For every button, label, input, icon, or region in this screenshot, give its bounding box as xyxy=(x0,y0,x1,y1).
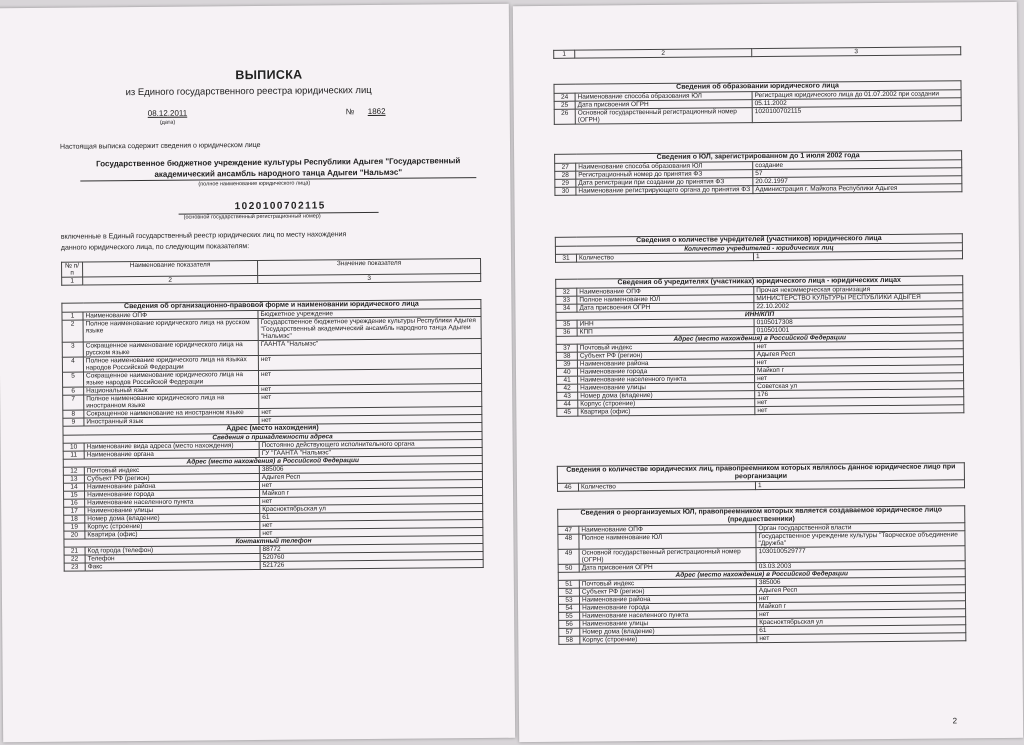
row-indicator-name: Национальный язык xyxy=(84,385,259,395)
row-indicator-name: Полное наименование юридического лица на языках народов Российской Федерации xyxy=(83,355,258,372)
row-indicator-name: Наименование района xyxy=(579,595,756,605)
section-group xyxy=(557,505,966,645)
row-indicator-name: Код города (телефон) xyxy=(85,545,260,555)
row-indicator-name: Наименование органа xyxy=(84,449,259,459)
row-value: ГУ "ГААНТА "Нальмэс" xyxy=(259,448,482,458)
row-value: нет xyxy=(260,528,483,538)
row-indicator-name: Сокращенное наименование на иностранном языке xyxy=(84,408,259,418)
row-value: Прочая некоммерческая организация xyxy=(754,285,963,295)
row-value: нет xyxy=(755,405,964,415)
page-number: 2 xyxy=(952,716,958,726)
row-number: 58 xyxy=(559,636,580,644)
row-value: МИНИСТЕРСТВО КУЛЬТУРЫ РЕСПУБЛИКИ АДЫГЕЯ xyxy=(754,293,963,303)
row-number: 29 xyxy=(555,179,576,187)
row-number: 40 xyxy=(556,368,577,376)
row-value: ГААНТА "Нальмэс" xyxy=(258,339,481,356)
row-value: Адыгея Респ xyxy=(756,585,965,595)
row-value: 010501001 xyxy=(754,325,963,335)
row-number: 11 xyxy=(63,451,84,459)
col-header-num: № п/п xyxy=(62,262,83,277)
row-value: нет xyxy=(757,633,966,643)
section-title: Сведения о количестве юридических лиц, правопреемником которых являлось данное юридическое лицо при реорганизации xyxy=(557,463,964,484)
row-value: 03.03.2003 xyxy=(756,561,965,571)
row-number: 15 xyxy=(64,491,85,499)
row-value: Адыгея Респ xyxy=(754,349,963,359)
row-value: нет xyxy=(259,407,482,417)
row-indicator-name: Регистрационный номер до принятия ФЗ xyxy=(576,170,753,180)
row-indicator-name: Наименование города xyxy=(580,603,757,613)
row-number: 37 xyxy=(556,344,577,352)
row-value: нет xyxy=(757,609,966,619)
row-value: Государственное учреждение культуры "Творческое объединение "Дружба" xyxy=(756,531,965,548)
row-value: Орган государственной власти xyxy=(756,523,965,533)
row-indicator-name: Наименование населенного пункта xyxy=(85,497,260,507)
row-number: 47 xyxy=(558,526,579,534)
row-indicator-name: Полное наименование юридического лица на иностранном языке xyxy=(84,393,259,410)
row-value: создание xyxy=(753,160,962,170)
row-value: Постоянно действующего исполнительного органа xyxy=(259,440,482,450)
row-number: 54 xyxy=(559,604,580,612)
row-indicator-name: Почтовый индекс xyxy=(577,343,754,353)
row-number: 23 xyxy=(64,563,85,571)
row-indicator-name: Дата регистрации при создании до принятия ФЗ xyxy=(576,178,753,188)
row-number: 16 xyxy=(64,499,85,507)
row-indicator-name: Основной государственный регистрационный номер (ОГРН) xyxy=(575,108,752,125)
row-number: 21 xyxy=(64,547,85,555)
row-number: 25 xyxy=(554,101,575,109)
row-number: 45 xyxy=(557,408,578,416)
row-number: 14 xyxy=(63,483,84,491)
row-indicator-name: Наименование района xyxy=(84,481,259,491)
left-table-header xyxy=(61,258,481,286)
row-indicator-name: Почтовый индекс xyxy=(84,465,259,475)
row-indicator-name: Квартира (офис) xyxy=(85,529,260,539)
section-group xyxy=(555,233,963,263)
row-indicator-name: ИНН xyxy=(577,319,754,329)
row-indicator-name: Факс xyxy=(85,561,260,571)
row-value: нет xyxy=(755,373,964,383)
row-number: 57 xyxy=(559,628,580,636)
row-value: 0105017308 xyxy=(754,317,963,327)
row-number: 56 xyxy=(559,620,580,628)
row-value: 1 xyxy=(753,251,962,261)
row-indicator-name: Наименование вида адреса (место нахождения) xyxy=(84,441,259,451)
row-indicator-name: Иностранный язык xyxy=(84,416,259,426)
row-indicator-name: Номер дома (владение) xyxy=(85,513,260,523)
row-number: 52 xyxy=(558,588,579,596)
section-title: Сведения об учредителях (участниках) юридического лица - юридических лицах xyxy=(556,276,963,289)
row-number: 50 xyxy=(558,564,579,572)
row-value: нет xyxy=(754,357,963,367)
row-number: 46 xyxy=(557,483,578,491)
section-title: Сведения об образовании юридического лица xyxy=(554,81,961,94)
row-indicator-name: Наименование района xyxy=(577,359,754,369)
row-indicator-name: Номер дома (владение) xyxy=(580,627,757,637)
row-value: 1020100702115 xyxy=(752,106,961,123)
row-number: 8 xyxy=(63,410,84,418)
right-page xyxy=(513,2,1023,742)
row-number: 10 xyxy=(63,443,84,451)
row-value: Бюджетное учреждение xyxy=(258,309,481,319)
included-text: включенные в Единый государственный реестр юридических лиц по месту нахождения данного юридического лица, по следующим показателям: xyxy=(60,231,347,252)
row-number: 4 xyxy=(62,357,83,372)
section-subtitle: Адрес (место нахождения) в Российской Федерации xyxy=(63,456,482,468)
row-number: 17 xyxy=(64,507,85,515)
row-number: 48 xyxy=(558,534,579,549)
row-indicator-name: Полное наименование юридического лица на русском языке xyxy=(83,318,258,342)
table-row xyxy=(554,106,961,125)
row-value: Администрация г. Майкопа Республики Адыгея xyxy=(753,184,962,194)
row-value: нет xyxy=(754,341,963,351)
row-indicator-name: Наименование населенного пункта xyxy=(578,375,755,385)
row-number: 5 xyxy=(62,372,83,387)
row-indicator-name: Сокращенное наименование юридического лица на русском языке xyxy=(83,340,258,357)
left-table xyxy=(61,299,483,572)
row-indicator-name: Наименование ОПФ xyxy=(579,525,756,535)
row-number: 30 xyxy=(555,187,576,195)
col-header-value: Значение показателя xyxy=(258,259,481,276)
number-label: № xyxy=(345,107,355,117)
row-indicator-name: Почтовый индекс xyxy=(579,579,756,589)
row-value: 61 xyxy=(757,625,966,635)
row-indicator-name: Телефон xyxy=(85,553,260,563)
section-subtitle: Сведения о принадлежности адреса xyxy=(63,432,482,444)
row-number: 9 xyxy=(63,418,84,426)
row-value: Советская ул xyxy=(755,381,964,391)
section-subtitle: Количество учредителей - юридических лиц xyxy=(555,243,962,255)
row-number: 44 xyxy=(557,400,578,408)
row-value: нет xyxy=(259,480,482,490)
section-group xyxy=(554,150,962,196)
right-table-header xyxy=(553,46,961,59)
row-value: Майкоп г xyxy=(754,365,963,375)
row-indicator-name: Наименование улицы xyxy=(578,383,755,393)
row-indicator-name: Наименование населенного пункта xyxy=(580,611,757,621)
row-number: 12 xyxy=(63,467,84,475)
row-indicator-name: Корпус (строение) xyxy=(578,399,755,409)
row-value: нет xyxy=(756,593,965,603)
row-indicator-name: Полное наименование ЮЛ xyxy=(579,533,756,550)
section-subtitle: ИНН/КПП xyxy=(556,309,963,321)
row-value: Государственное бюджетное учреждение культуры Республики Адыгея "Государственный академический ансамбль народного танца Адыгеи "Нальмэс" xyxy=(258,317,481,341)
row-value: нет xyxy=(260,520,483,530)
row-indicator-name: Дата присвоения ОГРН xyxy=(579,563,756,573)
col-number-3: 3 xyxy=(752,47,961,57)
row-number: 36 xyxy=(556,328,577,336)
row-number: 55 xyxy=(559,612,580,620)
row-value: Адыгея Респ xyxy=(259,472,482,482)
row-indicator-name: Корпус (строение) xyxy=(85,521,260,531)
row-indicator-name: Количество xyxy=(578,482,755,492)
row-number: 42 xyxy=(557,384,578,392)
row-number: 20 xyxy=(64,531,85,539)
row-indicator-name: Субъект РФ (регион) xyxy=(577,351,754,361)
section-subtitle: Контактный телефон xyxy=(64,536,483,548)
col-number-2: 2 xyxy=(575,49,752,59)
row-number: 26 xyxy=(554,109,575,124)
ogrn-caption: (основной государственный регистрационный номер) xyxy=(183,213,321,221)
row-number: 24 xyxy=(554,93,575,101)
row-value: Майкоп г xyxy=(757,601,966,611)
row-indicator-name: Дата присвоения ОГРН xyxy=(575,100,752,110)
row-number: 3 xyxy=(62,342,83,357)
left-page xyxy=(0,4,515,742)
extract-date: 08.12.2011 xyxy=(147,108,188,118)
row-value: Регистрация юридического лица до 01.07.2002 при создании xyxy=(752,90,961,100)
row-value: 20.02.1997 xyxy=(753,176,962,186)
document-subtitle: из Единого государственного реестра юридических лиц xyxy=(125,84,372,99)
row-indicator-name: Субъект РФ (регион) xyxy=(84,473,259,483)
row-number: 22 xyxy=(64,555,85,563)
row-value: Майкоп г xyxy=(260,488,483,498)
row-indicator-name: Полное наименование ЮЛ xyxy=(577,295,754,305)
row-indicator-name: Наименование улицы xyxy=(580,619,757,629)
ogrn-number: 1020100702115 xyxy=(234,200,326,213)
row-value: Красноктябрьская ул xyxy=(757,617,966,627)
row-number: 49 xyxy=(558,549,579,564)
row-value: нет xyxy=(260,496,483,506)
date-caption: (дата) xyxy=(159,119,176,126)
row-number: 33 xyxy=(556,296,577,304)
row-value: 61 xyxy=(260,512,483,522)
section-title: Адрес (место нахождения) xyxy=(63,423,482,436)
row-value: 05.11.2002 xyxy=(752,98,961,108)
section-title: Сведения о количестве учредителей (участников) юридического лица xyxy=(555,234,962,247)
row-value: 521726 xyxy=(260,560,483,570)
row-value: 1030100529777 xyxy=(756,546,965,563)
row-indicator-name: КПП xyxy=(577,327,754,337)
row-number: 2 xyxy=(62,320,83,342)
extract-number: 1862 xyxy=(367,106,386,117)
row-number: 1 xyxy=(62,312,83,320)
row-value: нет xyxy=(258,369,481,386)
row-number: 39 xyxy=(556,360,577,368)
row-number: 31 xyxy=(555,254,576,262)
row-number: 53 xyxy=(558,596,579,604)
organization-name: Государственное бюджетное учреждение культуры Республики Адыгея "Государственный академический ансамбль народного танца Адыгеи "Нальмэс" xyxy=(96,156,461,179)
row-indicator-name: Субъект РФ (регион) xyxy=(579,587,756,597)
section-title: Сведения об организационно-правовой форме и наименовании юридического лица xyxy=(62,300,481,313)
document-title: ВЫПИСКА xyxy=(235,67,303,83)
row-number: 27 xyxy=(555,163,576,171)
row-value: 22.10.2002 xyxy=(754,301,963,311)
col-number-1: 1 xyxy=(554,50,575,58)
row-value: нет xyxy=(259,415,482,425)
intro-text: Настоящая выписка содержит сведения о юридическом лице xyxy=(59,141,261,151)
row-value: 88772 xyxy=(260,544,483,554)
section-subtitle: Адрес (место нахождения) в Российской Федерации xyxy=(558,569,965,581)
row-number: 35 xyxy=(556,320,577,328)
row-number: 51 xyxy=(558,580,579,588)
row-number: 13 xyxy=(63,475,84,483)
row-indicator-name: Сокращенное наименование юридического лица на языке народов Российской Федерации xyxy=(83,370,258,387)
row-number: 38 xyxy=(556,352,577,360)
row-indicator-name: Наименование ОПФ xyxy=(577,287,754,297)
row-value: нет xyxy=(258,354,481,371)
row-value: 385006 xyxy=(756,577,965,587)
row-value: 176 xyxy=(755,389,964,399)
col-number-2: 2 xyxy=(83,275,258,285)
row-number: 6 xyxy=(63,387,84,395)
section-group xyxy=(553,80,961,125)
row-indicator-name: Наименование способа образования ЮЛ xyxy=(575,92,752,102)
row-indicator-name: Номер дома (владение) xyxy=(578,391,755,401)
row-indicator-name: Наименование способа образования ЮЛ xyxy=(576,162,753,172)
row-indicator-name: Наименование улицы xyxy=(85,505,260,515)
col-header-name: Наименование показателя xyxy=(83,260,258,277)
row-number: 18 xyxy=(64,515,85,523)
row-number: 19 xyxy=(64,523,85,531)
row-value: нет xyxy=(259,392,482,409)
row-value: 1 xyxy=(755,480,964,490)
section-group xyxy=(555,275,964,417)
row-indicator-name: Наименование города xyxy=(577,367,754,377)
section-title: Сведения о реорганизуемых ЮЛ, правопреемником которых является создаваемое юридическое лицо (предшественники) xyxy=(558,506,965,527)
row-indicator-name: Наименование регистрирующего органа до принятия ФЗ xyxy=(576,186,753,196)
right-sections xyxy=(553,80,961,644)
row-value: нет xyxy=(259,384,482,394)
section-group xyxy=(557,462,965,492)
row-value: 57 xyxy=(753,168,962,178)
org-caption: (полное наименование юридического лица) xyxy=(198,180,311,188)
row-indicator-name: Количество xyxy=(576,253,753,263)
row-indicator-name: Дата присвоения ОГРН xyxy=(577,303,754,313)
row-indicator-name: Квартира (офис) xyxy=(578,407,755,417)
col-number-1: 1 xyxy=(62,277,83,285)
row-number: 7 xyxy=(63,395,84,410)
row-value: Красноктябрьская ул xyxy=(260,504,483,514)
row-indicator-name: Наименование города xyxy=(85,489,260,499)
row-value: нет xyxy=(755,397,964,407)
row-indicator-name: Основной государственный регистрационный номер (ОГРН) xyxy=(579,548,756,565)
row-number: 41 xyxy=(557,376,578,384)
row-number: 32 xyxy=(556,288,577,296)
row-indicator-name: Корпус (строение) xyxy=(580,635,757,645)
row-number: 34 xyxy=(556,304,577,312)
row-value: 520760 xyxy=(260,552,483,562)
row-number: 43 xyxy=(557,392,578,400)
row-indicator-name: Наименование ОПФ xyxy=(83,310,258,320)
section-title: Сведения о ЮЛ, зарегистрированном до 1 июля 2002 года xyxy=(555,151,962,164)
row-number: 28 xyxy=(555,171,576,179)
section-subtitle: Адрес (место нахождения) в Российской Федерации xyxy=(556,333,963,345)
row-value: 385006 xyxy=(259,464,482,474)
col-number-3: 3 xyxy=(258,274,481,284)
